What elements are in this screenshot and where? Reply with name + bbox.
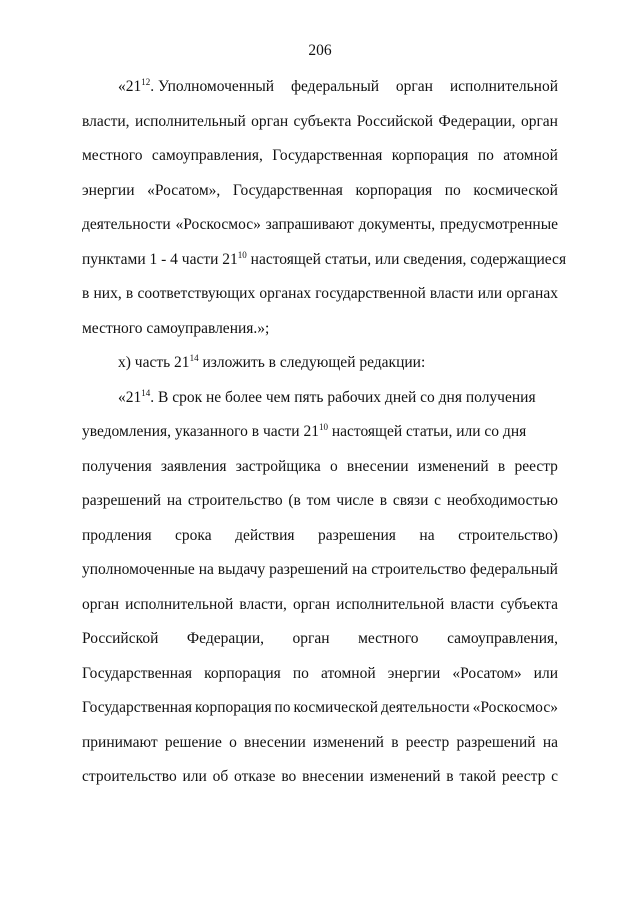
text-word: по: [477, 147, 494, 164]
superscript: 10: [318, 421, 328, 432]
text-word: деятельности: [380, 699, 470, 716]
text-word: разрешений: [269, 561, 349, 578]
text-word: о: [329, 457, 338, 475]
text-word: исполнительный: [134, 112, 246, 130]
text-word: с: [434, 492, 442, 509]
text-word: реестр: [514, 457, 558, 475]
text-word: государственной: [315, 285, 426, 302]
text-word: заявления: [160, 457, 227, 475]
text-line: [82, 663, 558, 698]
text-word: изменений: [313, 733, 384, 751]
text-word: Государственная: [232, 181, 343, 199]
text-word: на: [542, 733, 558, 751]
text-word: корпорация: [391, 147, 469, 164]
text-word: строительство: [187, 492, 283, 509]
text-word: об: [212, 768, 229, 785]
text-word: корпорация: [355, 181, 433, 199]
text-line: [82, 628, 558, 663]
text-word: том: [306, 492, 331, 509]
text-word: строительство): [458, 526, 558, 544]
text-word: изменений: [417, 457, 489, 475]
text-word: действия: [235, 526, 295, 544]
text-word: космической: [473, 181, 558, 199]
text-fragment: . Уполномоченный: [150, 78, 275, 95]
superscript: 12: [141, 76, 151, 87]
text-line: [82, 421, 558, 456]
text-fragment: . В срок не более чем пять рабочих дней со дня получения: [150, 388, 536, 406]
text-word: орган: [520, 112, 558, 130]
text-word: связи: [392, 492, 429, 509]
text-word: «Роскосмос»: [472, 699, 558, 716]
text-line: [82, 283, 558, 318]
text-word: корпорация: [194, 699, 272, 716]
text-word: в: [446, 768, 454, 785]
text-word: энергии: [387, 664, 441, 682]
text-word: в: [125, 285, 134, 302]
text-word: Государственная: [82, 699, 193, 716]
text-line: [82, 180, 558, 215]
text-word: отказе: [234, 768, 276, 785]
text-word: орган: [293, 595, 331, 613]
text-word: орган: [82, 595, 120, 613]
text-fragment: пунктами 1 - 4 части 21: [82, 250, 238, 268]
text-word: решение: [164, 733, 222, 751]
text-line: [82, 145, 558, 180]
text-word: предусмотренные: [439, 216, 558, 233]
text-word: застройщика: [235, 457, 321, 475]
text-fragment: изложить в следующей редакции:: [198, 354, 426, 371]
text-line: [82, 352, 558, 387]
text-word: реестр: [501, 768, 546, 785]
text-word: «Росатом»,: [147, 181, 221, 199]
text-word: во: [281, 768, 297, 785]
text-word: самоуправления,: [151, 147, 263, 164]
text-word: федеральный: [469, 561, 558, 578]
text-word: или: [182, 768, 207, 785]
text-word: исполнительной: [125, 595, 234, 613]
text-word: орган: [395, 78, 433, 95]
text-word: внесении: [302, 768, 364, 785]
superscript: 10: [237, 249, 247, 260]
text-word: документы,: [358, 216, 436, 233]
text-word: власти,: [82, 112, 130, 130]
text-line: [82, 111, 558, 146]
text-line: [82, 594, 558, 629]
text-word: местного: [82, 147, 143, 164]
text-line: [82, 456, 558, 491]
text-word: с: [551, 768, 558, 785]
text-word: числе: [336, 492, 374, 509]
text-word: изменений: [369, 768, 441, 785]
text-word: (в: [288, 492, 301, 509]
text-word: по: [444, 181, 461, 199]
text-word: продления: [82, 526, 152, 544]
superscript: 14: [141, 387, 151, 398]
text-word: реестр: [405, 733, 450, 751]
text-fragment: х) часть 21: [118, 354, 190, 371]
text-word: принимают: [82, 733, 158, 751]
text-fragment: настоящей статьи, или со дня: [327, 423, 527, 440]
text-word: в: [497, 457, 506, 475]
text-word: уполномоченные: [82, 561, 195, 578]
text-line: [82, 76, 558, 111]
page-number: 206: [308, 42, 332, 59]
text-word: них,: [93, 285, 122, 302]
text-word: запрашивают: [265, 216, 354, 233]
text-word: атомной: [320, 664, 376, 682]
text-word: в: [82, 285, 90, 302]
text-word: «Роскосмос»: [175, 216, 261, 233]
superscript: 14: [189, 352, 199, 363]
text-line: [82, 525, 558, 560]
text-line: [82, 387, 558, 422]
text-word: в: [391, 733, 399, 751]
text-word: субъекта: [293, 112, 352, 130]
text-word: федеральный: [290, 78, 380, 95]
text-line: [82, 318, 558, 353]
text-word: на: [166, 492, 183, 509]
text-word: исполнительной: [336, 595, 445, 613]
text-fragment: «21: [118, 388, 142, 406]
text-line: [82, 490, 558, 525]
text-line: [82, 732, 558, 767]
text-word: корпорация: [204, 664, 281, 682]
text-word: разрешений: [82, 492, 162, 509]
text-word: космической: [293, 699, 379, 716]
text-word: по: [292, 664, 309, 682]
text-word: соответствующих: [137, 285, 256, 302]
text-word: по: [274, 699, 291, 716]
text-word: исполнительной: [449, 78, 558, 95]
text-line: [82, 697, 558, 732]
text-word: внесении: [244, 733, 306, 751]
text-line: [82, 766, 558, 801]
text-line: [82, 249, 567, 284]
text-word: строительство: [82, 768, 177, 785]
text-word: получения: [82, 457, 152, 475]
text-word: Российской: [356, 112, 434, 130]
text-word: такой: [459, 768, 497, 785]
text-word: необходимостью: [446, 492, 558, 509]
text-word: органах: [506, 285, 558, 302]
text-word: энергии: [82, 181, 135, 199]
text-word: «Росатом»: [452, 664, 522, 682]
text-word: Российской: [82, 630, 159, 647]
text-line: [82, 559, 558, 594]
text-word: местного: [358, 630, 419, 647]
text-line: [82, 214, 558, 249]
text-fragment: настоящей статьи, или сведения, содержащиеся: [246, 250, 567, 268]
text-word: на: [419, 526, 435, 544]
text-word: атомной: [503, 147, 558, 164]
text-word: власти: [429, 285, 474, 302]
text-fragment: местного самоуправления.»;: [82, 319, 270, 337]
text-word: внесении: [346, 457, 409, 475]
text-word: Федерации,: [438, 112, 516, 130]
text-word: или: [477, 285, 503, 302]
text-fragment: уведомления, указанного в части 21: [82, 423, 319, 440]
text-word: строительство: [371, 561, 466, 578]
text-word: самоуправления,: [447, 630, 558, 647]
text-word: власти,: [239, 595, 287, 613]
text-word: выдачу: [217, 561, 266, 578]
text-word: Государственная: [82, 664, 193, 682]
text-word: Государственная: [272, 147, 383, 164]
text-word: разрешения: [318, 526, 396, 544]
text-word: власти: [450, 595, 495, 613]
text-word: орган: [292, 630, 330, 647]
text-fragment: «21: [118, 78, 142, 95]
text-word: орган: [251, 112, 289, 130]
text-word: деятельности: [82, 216, 171, 233]
text-word: Федерации,: [186, 630, 264, 647]
text-word: на: [352, 561, 368, 578]
text-word: субъекта: [500, 595, 558, 613]
text-word: срока: [175, 526, 212, 544]
body-text: [82, 76, 567, 801]
text-word: на: [198, 561, 214, 578]
text-word: в: [379, 492, 388, 509]
text-word: или: [533, 664, 558, 682]
text-word: разрешений: [456, 733, 536, 751]
text-word: органах: [259, 285, 312, 302]
text-word: о: [229, 733, 237, 751]
